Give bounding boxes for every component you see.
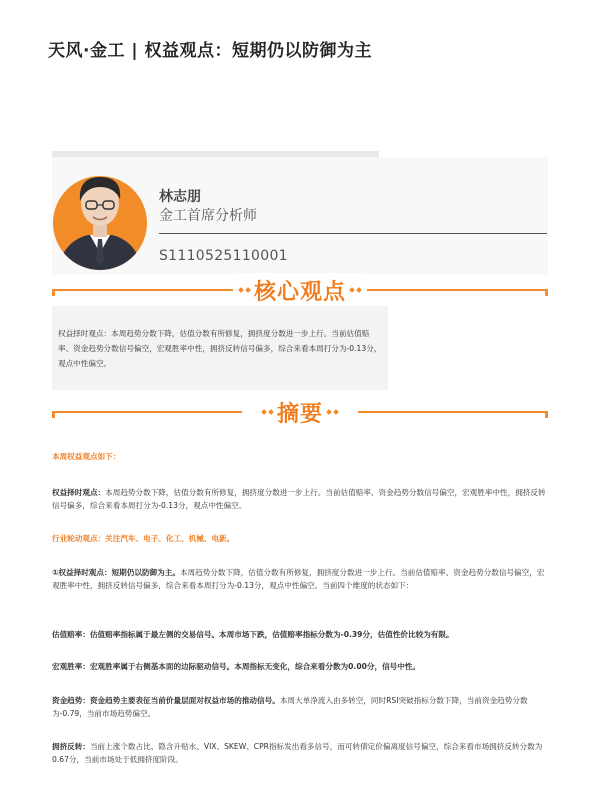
core-viewpoint-text: 权益择时观点：本周趋势分数下降，估值分数有所修复，拥挤度分数进一步上行。当前估值赔率、资金趋势分数信号偏空，宏观胜率中性，拥挤反转信号偏多，综合来看本周打分为-0.13分，观点中性偏空。: [58, 329, 382, 368]
rotation-paragraph: [52, 532, 548, 545]
valuation-text: 估值赔率：估值赔率指标属于最左侧的交易信号。本周市场下跌，估值赔率指标分数为-0.39分，估值性价比较为有限。: [52, 630, 454, 639]
capital-paragraph: [52, 694, 548, 720]
divider: [52, 413, 55, 418]
capital-label: 资金趋势：资金趋势主要表征当前价量层面对权益市场的推动信号。: [52, 696, 280, 705]
analyst-name: 林志朋: [159, 189, 201, 205]
divider: [545, 291, 548, 296]
summary-intro-text: 本周权益观点如下：: [52, 452, 121, 461]
core-viewpoint-box: [52, 306, 388, 390]
macro-text: 宏观胜率：宏观胜率属于右侧基本面的边际驱动信号。本周指标无变化，综合来看分数为0.00分，信号中性。: [52, 662, 421, 671]
timing-text: 本周趋势分数下降，估值分数有所修复，拥挤度分数进一步上行。当前估值赔率、资金趋势分数信号偏空，宏观胜率中性，拥挤反转信号偏多，综合来看本周打分为-0.13分，观点中性偏空。: [52, 488, 546, 510]
diamond-icon: [262, 410, 273, 414]
valuation-paragraph: [52, 628, 548, 641]
crowding-paragraph: [52, 740, 548, 766]
divider: [52, 291, 55, 296]
avatar: [52, 165, 148, 271]
summary-intro: [52, 450, 548, 463]
page-title: 天风·金工 | 权益观点：短期仍以防御为主: [48, 41, 373, 61]
capital-text: 本周大单净流入由多转空，同时RSI突破指标分数下降，当前资金趋势分数为-0.79，当前市场趋势偏空。: [52, 696, 528, 718]
core-section-title: 核心观点: [253, 279, 347, 305]
point1-label: ①权益择时观点：短期仍以防御为主。: [52, 568, 180, 577]
point1-paragraph: [52, 566, 548, 592]
crowding-text: 当前上涨个数占比、隐含升贴水、VIX、SKEW、CPR指标发出看多信号，而可转债定价偏离度信号偏空，综合来看市场拥挤反转分数为0.67分，当前市场处于低拥挤度阶段。: [52, 742, 543, 764]
divider: [52, 289, 242, 291]
analyst-title: 金工首席分析师: [159, 208, 257, 224]
divider: [52, 411, 242, 413]
timing-label: 权益择时观点：: [52, 488, 106, 497]
divider: [358, 289, 548, 291]
timing-paragraph: [52, 486, 548, 512]
divider: [545, 413, 548, 418]
diamond-icon: [327, 410, 338, 414]
analyst-certificate-id: S1110525110001: [159, 248, 288, 264]
summary-section-header: [52, 395, 548, 429]
divider: [358, 411, 548, 413]
diamond-icon: [239, 288, 250, 292]
point1-text: 本周趋势分数下降，估值分数有所修复，拥挤度分数进一步上行。当前估值赔率、资金趋势分数信号偏空，宏观胜率中性，拥挤反转信号偏多，综合来看本周打分为-0.13分，观点中性偏空。当前四个维度的状态如下：: [52, 568, 545, 590]
summary-section-title: 摘要: [276, 401, 324, 427]
divider: [159, 233, 547, 234]
core-section-header: [52, 273, 548, 307]
macro-paragraph: [52, 660, 548, 673]
crowding-label: 拥挤反转：: [52, 742, 90, 751]
diamond-icon: [350, 288, 361, 292]
rotation-text: 行业轮动观点：关注汽车、电子、化工、机械、电新。: [52, 534, 235, 543]
